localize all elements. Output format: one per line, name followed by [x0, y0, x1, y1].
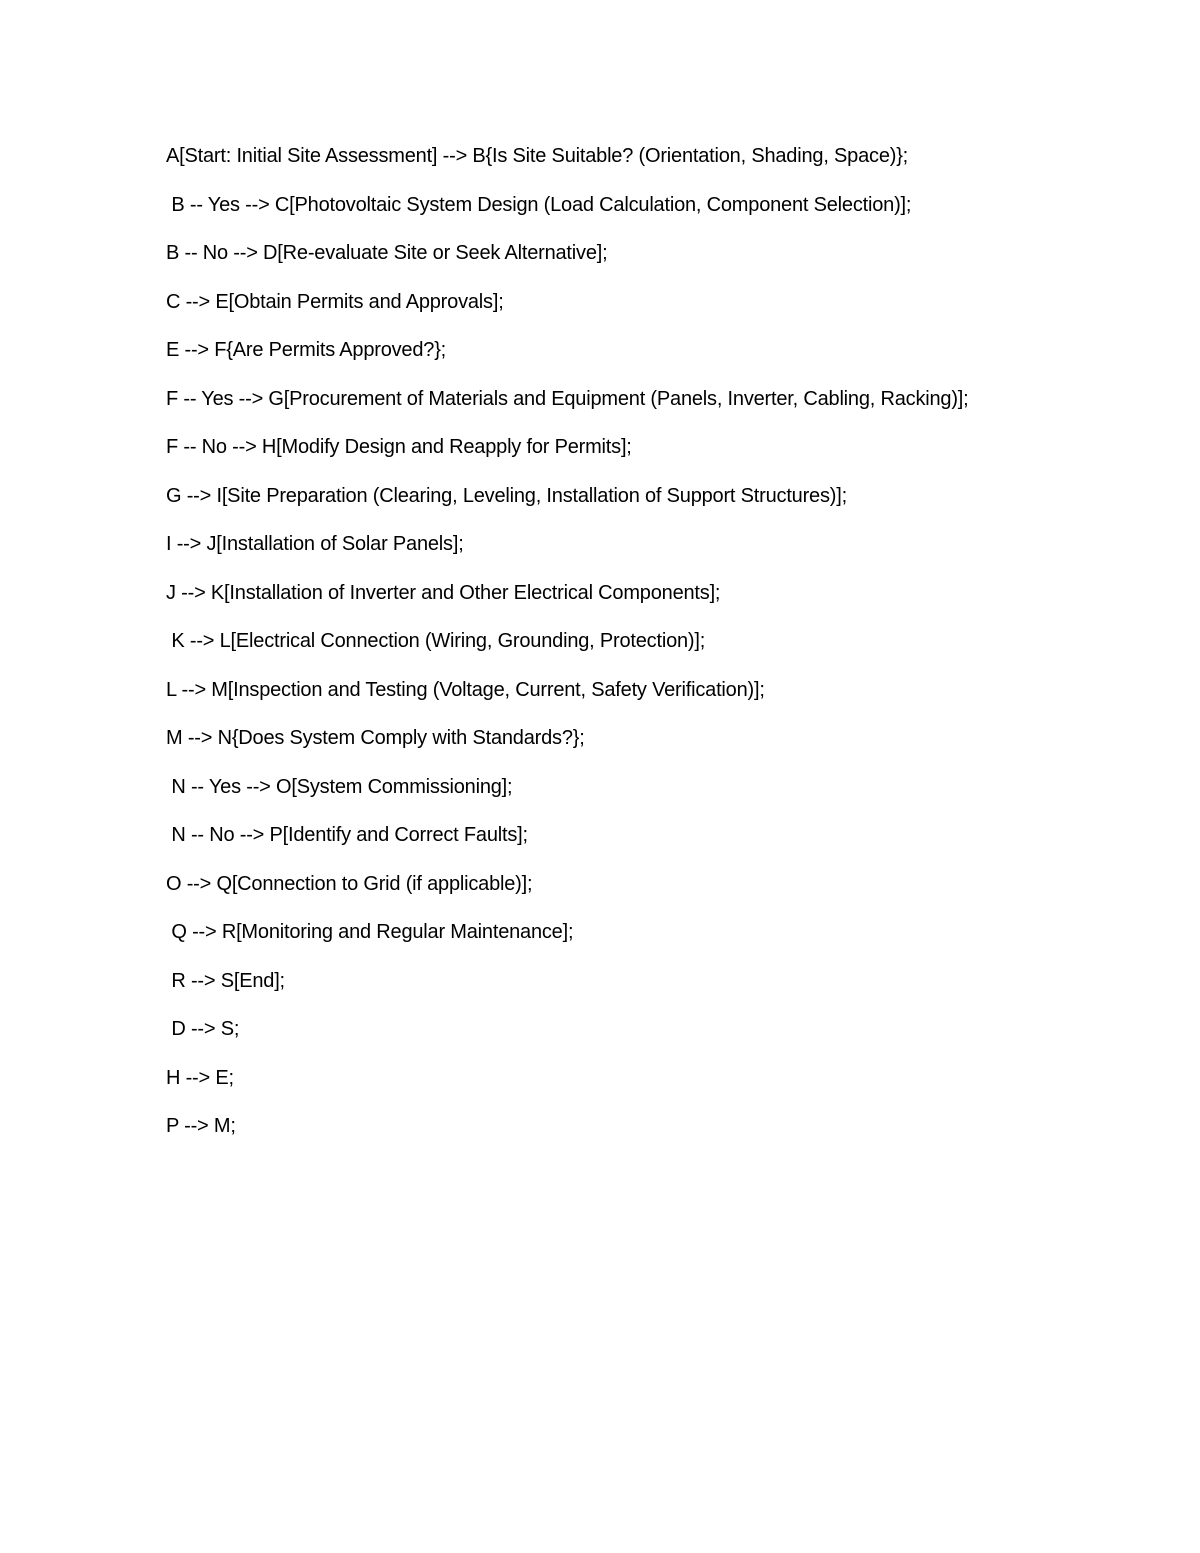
text-line: J --> K[Installation of Inverter and Other Electrical Components]; [166, 581, 721, 604]
text-line: G --> I[Site Preparation (Clearing, Leveling, Installation of Support Structures)]; [166, 484, 847, 507]
text-line: P --> M; [166, 1115, 236, 1137]
text-line: B -- Yes --> C[Photovoltaic System Design (Load Calculation, Component Selection)]; [166, 193, 912, 216]
text-line: E --> F{Are Permits Approved?}; [166, 339, 447, 361]
text-line: H --> E; [166, 1066, 234, 1089]
text-line: N -- Yes --> O[System Commissioning]; [166, 775, 513, 798]
document-body [166, 140, 986, 1159]
text-line: A[Start: Initial Site Assessment] --> B{Is Site Suitable? (Orientation, Shading, Space)}; [166, 145, 909, 167]
text-line: C --> E[Obtain Permits and Approvals]; [166, 290, 504, 313]
text-line: F -- Yes --> G[Procurement of Materials and Equipment (Panels, Inverter, Cabling, Racking)]; [166, 387, 969, 410]
text-line: M --> N{Does System Comply with Standards?}; [166, 727, 585, 749]
text-line: N -- No --> P[Identify and Correct Faults]; [166, 824, 528, 846]
text-line: I --> J[Installation of Solar Panels]; [166, 533, 464, 555]
text-line: D --> S; [166, 1018, 240, 1040]
text-line: K --> L[Electrical Connection (Wiring, Grounding, Protection)]; [166, 630, 706, 652]
text-line: B -- No --> D[Re-evaluate Site or Seek Alternative]; [166, 242, 608, 264]
text-line: L --> M[Inspection and Testing (Voltage, Current, Safety Verification)]; [166, 678, 765, 701]
text-line: R --> S[End]; [166, 969, 285, 992]
text-line: Q --> R[Monitoring and Regular Maintenance]; [166, 921, 574, 943]
text-line: F -- No --> H[Modify Design and Reapply for Permits]; [166, 436, 632, 458]
text-line: O --> Q[Connection to Grid (if applicable)]; [166, 872, 533, 895]
